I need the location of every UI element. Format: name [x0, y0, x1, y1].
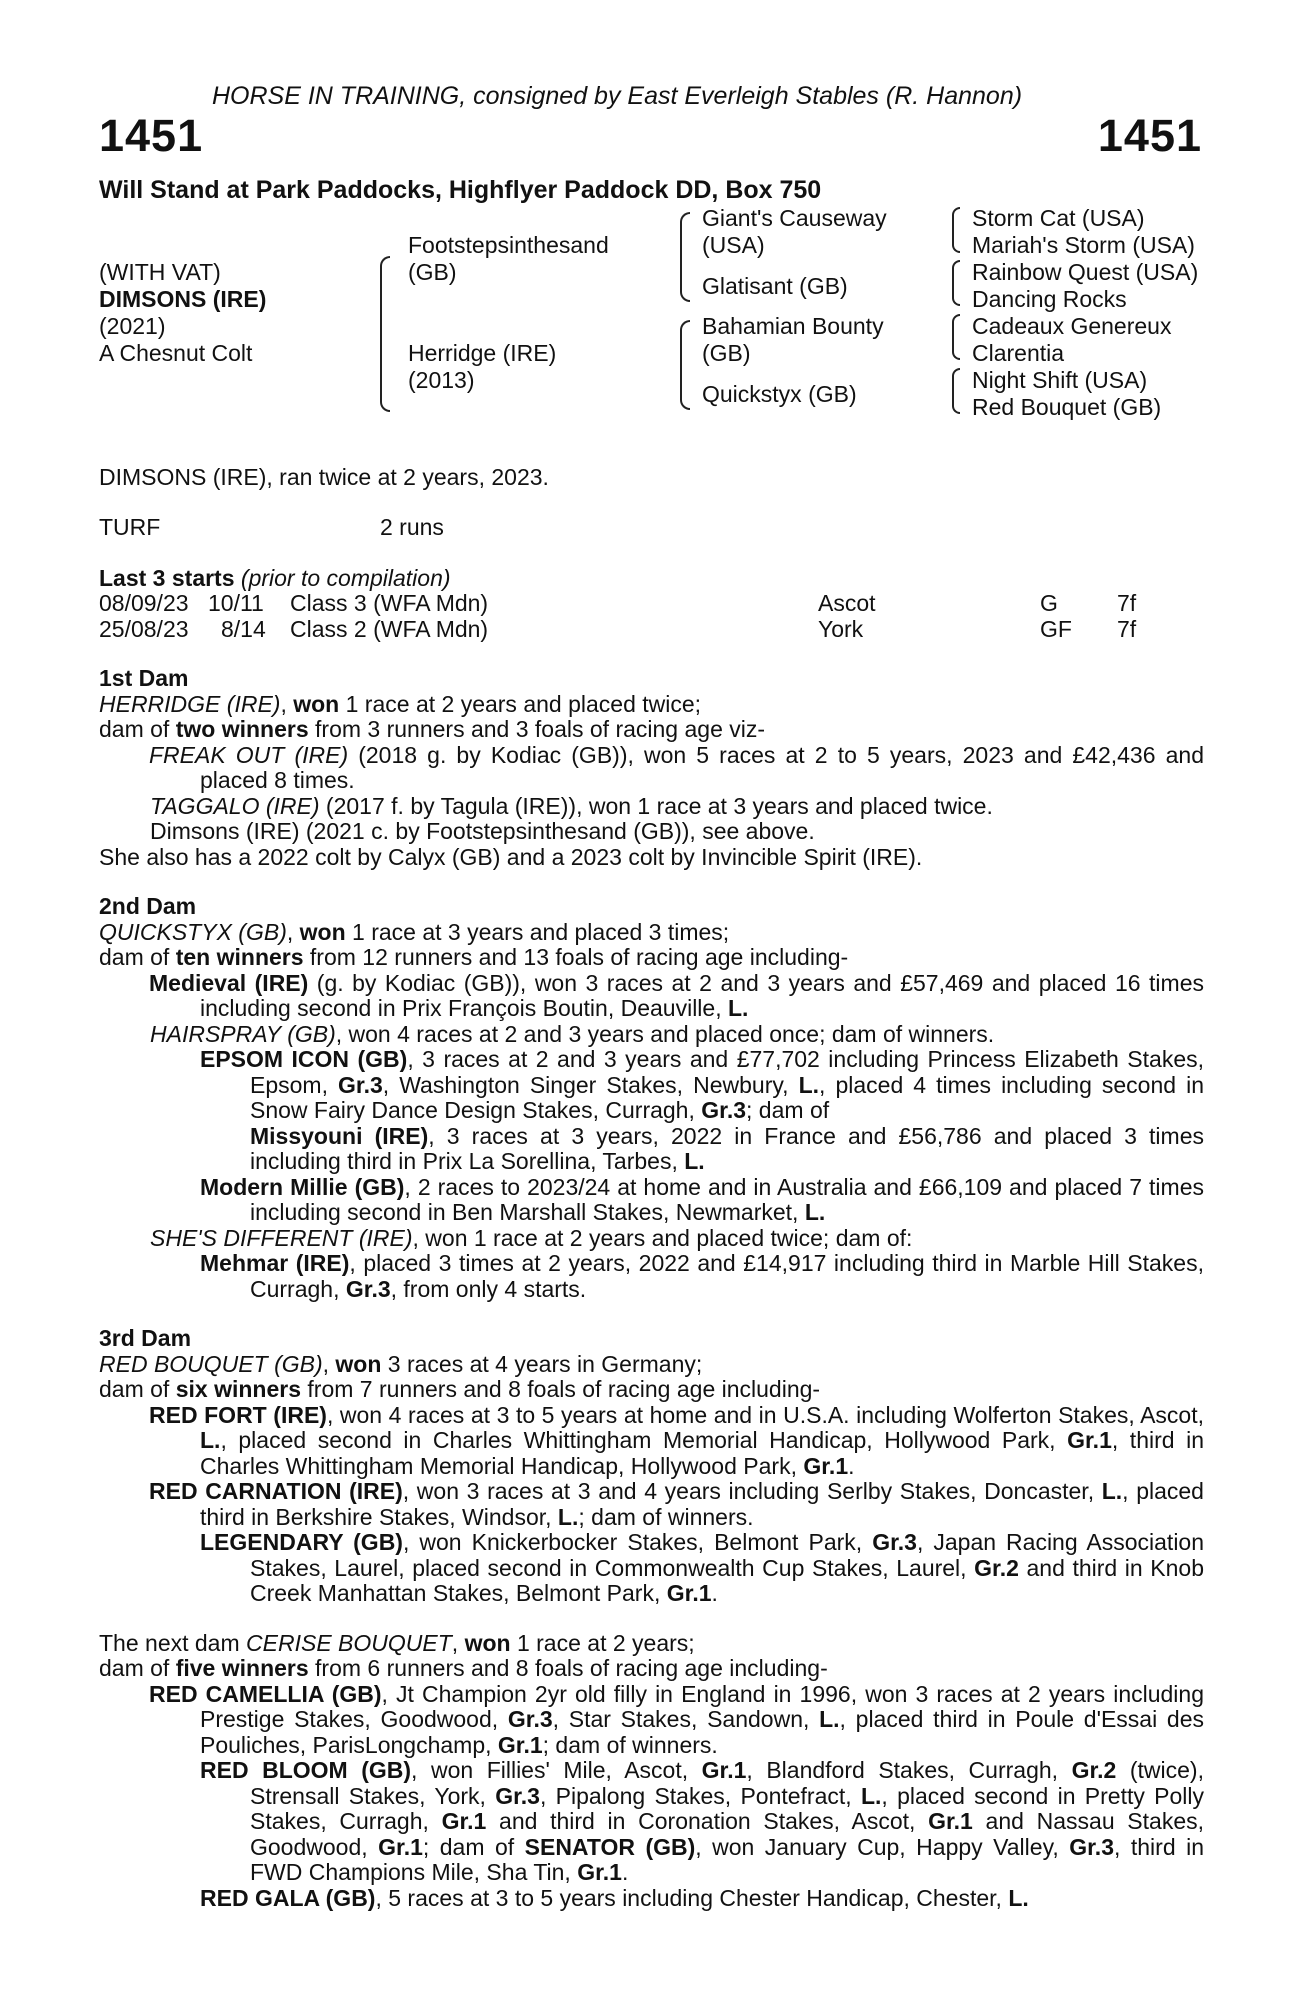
dam-sections: [99, 666, 1204, 1911]
text: from 3 runners and 3 foals of racing age viz-: [308, 716, 766, 742]
listed-mark: L.: [804, 1199, 826, 1225]
start-position: 10/11: [208, 590, 264, 616]
progeny-record: , won 4 races at 2 and 3 years and placed once; dam of winners.: [335, 1020, 995, 1047]
progeny-medieval: [99, 971, 1204, 1022]
text: dam of: [99, 1655, 176, 1681]
progeny-red-fort: RED FORT (IRE), won 4 races at 3 to 5 years at home and in U.S.A. including Wolferton Stakes, Ascot, L., placed second in Charles Whittingham Memorial Handicap, Hollywood Park, Gr.1, third in Charles Whittingham Memorial Handicap, Hollywood Park, Gr.1.: [149, 1401, 1204, 1479]
listed-mark: L.: [819, 1706, 840, 1732]
winners-count: two winners: [175, 716, 309, 742]
group-mark: Gr.2: [1071, 1757, 1117, 1783]
dam1-record: 1 race at 2 years and placed twice;: [339, 690, 702, 717]
won-label: won: [335, 1350, 382, 1377]
last-starts-note: (prior to compilation): [240, 565, 451, 591]
dam-sire-origin: (GB): [702, 340, 751, 366]
dam1-name: HERRIDGE (IRE): [99, 690, 281, 717]
vat-label: (WITH VAT): [99, 259, 221, 285]
progeny-modern-millie: [99, 1175, 1204, 1226]
next-dam-line: The next dam CERISE BOUQUET, won 1 race at 2 years;: [99, 1629, 695, 1656]
progeny-record: (2018 g. by Kodiac (GB)), won 5 races at 2 to 5 years, 2023 and £42,436 and placed 8 times.: [200, 741, 1205, 793]
group-mark: Gr.3: [507, 1706, 553, 1732]
progeny-name: RED CAMELLIA (GB): [149, 1680, 382, 1707]
progeny-name: SHE'S DIFFERENT (IRE): [150, 1224, 413, 1251]
text: dam of: [99, 1376, 176, 1402]
text: from 6 runners and 8 foals of racing age including-: [308, 1655, 828, 1681]
won-label: won: [299, 918, 346, 945]
winners-count: six winners: [175, 1376, 301, 1402]
dam1-line: HERRIDGE (IRE), won 1 race at 2 years and placed twice;: [99, 690, 702, 717]
sire-dam-sire: Rainbow Quest (USA): [972, 259, 1199, 285]
start-date: 25/08/23: [99, 616, 189, 642]
listed-mark: L.: [200, 1427, 221, 1453]
listed-mark: L.: [557, 1503, 579, 1530]
progeny-record: and Nassau Stakes, Goodwood,: [250, 1808, 1205, 1860]
progeny-record: , placed 4 times including second in Snow Fairy Dance Design Stakes, Curragh,: [250, 1071, 1204, 1123]
pedigree-brace-dd: [952, 368, 960, 414]
start-going: G: [1040, 590, 1058, 616]
progeny-record: , 2 races to 2023/24 at home and in Australia and £66,109 and placed 7 times including second in Ben Marshall Stakes, Newmarket,: [250, 1173, 1204, 1225]
progeny-record: , placed 3 times at 2 years, 2022 and £14,917 including third in Marble Hill Stakes, Curragh,: [250, 1250, 1204, 1302]
listed-mark: L.: [860, 1782, 882, 1809]
stand-location: Will Stand at Park Paddocks, Highflyer Paddock DD, Box 750: [99, 176, 822, 204]
next-dam-produce-line: [99, 1656, 1204, 1682]
progeny-record: , Star Stakes, Sandown,: [552, 1706, 820, 1732]
section-heading-3rd-dam: 3rd Dam: [99, 1325, 192, 1351]
sire-sire-sire: Storm Cat (USA): [972, 205, 1145, 231]
progeny-record: , 5 races at 3 to 5 years including Chester Handicap, Chester,: [375, 1884, 1009, 1911]
last-starts-title: Last 3 starts: [99, 565, 235, 591]
start-race: Class 3 (WFA Mdn): [290, 590, 489, 616]
pedigree-brace-main: [380, 256, 390, 412]
pedigree-brace-sire: [680, 212, 690, 302]
lot-number-left: 1451: [99, 110, 204, 161]
progeny-record: , Jt Champion 2yr old filly in England in 1996, won 3 races at 2 years including Prestige Stakes, Goodwood,: [200, 1680, 1204, 1732]
progeny-name: Missyouni (IRE): [250, 1122, 429, 1149]
group-mark: Gr.1: [1067, 1427, 1112, 1453]
dam-sire-name: Bahamian Bounty: [702, 313, 884, 339]
progeny-name: SENATOR (GB): [524, 1833, 696, 1860]
dam1-produce-line: [99, 717, 1204, 743]
text: dam of: [99, 944, 176, 970]
progeny-record: and third in Coronation Stakes, Ascot,: [486, 1808, 929, 1834]
section-heading-1st-dam: 1st Dam: [99, 665, 189, 691]
start-position: 8/14: [221, 616, 266, 642]
turf-runs: 2 runs: [380, 514, 444, 540]
group-mark: Gr.1: [701, 1757, 747, 1783]
progeny-name: RED GALA (GB): [200, 1884, 376, 1911]
race-summary: DIMSONS (IRE), ran twice at 2 years, 2023.: [99, 464, 549, 490]
sire-sire-dam: Mariah's Storm (USA): [972, 232, 1195, 258]
dam3-line: RED BOUQUET (GB), won 3 races at 4 years in Germany;: [99, 1350, 703, 1377]
listed-mark: L.: [1008, 1884, 1029, 1911]
start-course: Ascot: [818, 590, 876, 616]
progeny-name: Mehmar (IRE): [200, 1250, 350, 1276]
progeny-name: HAIRSPRAY (GB): [150, 1020, 336, 1047]
dam-dam-name: Quickstyx (GB): [702, 381, 857, 407]
progeny-record: , from only 4 starts.: [390, 1275, 587, 1302]
progeny-red-bloom: RED BLOOM (GB), won Fillies' Mile, Ascot, Gr.1, Blandford Stakes, Curragh, Gr.2 (twice), Strensall Stakes, York, Gr.3, Pipalong Stakes, Pontefract, L., placed second in Pretty Polly Stakes, Curragh, Gr.1 and third in Coronation Stakes, Ascot, Gr.1 and Nassau Stakes, Goodwood, Gr.1; dam of SENATOR (GB), won January Cup, Happy Valley, Gr.3, third in FWD Champions Mile, Sha Tin, Gr.1.: [200, 1757, 1205, 1885]
dam2-record: 1 race at 3 years and placed 3 times;: [345, 918, 730, 945]
progeny-name: FREAK OUT (IRE): [149, 741, 349, 768]
dam2-name: QUICKSTYX (GB): [99, 918, 287, 945]
progeny-dimsons: Dimsons (IRE) (2021 c. by Footstepsinthesand (GB)), see above.: [150, 818, 815, 844]
progeny-record: , won Knickerbocker Stakes, Belmont Park,: [402, 1529, 873, 1555]
progeny-record: , placed third in Poule d'Essai des Pouliches, ParisLongchamp,: [200, 1706, 1204, 1758]
dam3-name: RED BOUQUET (GB): [99, 1350, 323, 1377]
catalogue-header: HORSE IN TRAINING, consigned by East Everleigh Stables (R. Hannon): [212, 82, 1023, 110]
start-going: GF: [1040, 616, 1072, 642]
dam-sire-sire: Cadeaux Genereux: [972, 313, 1172, 339]
group-mark: Gr.3: [872, 1529, 917, 1555]
sire-dam-name: Glatisant (GB): [702, 273, 848, 299]
group-mark: Gr.3: [701, 1097, 747, 1123]
horse-description: A Chesnut Colt: [99, 340, 253, 366]
group-mark: Gr.1: [441, 1808, 487, 1834]
progeny-name: TAGGALO (IRE): [150, 792, 320, 819]
progeny-record: , Washington Singer Stakes, Newbury,: [382, 1071, 799, 1098]
progeny-record: , 3 races at 2 and 3 years and £77,702 including Princess Elizabeth Stakes, Epsom,: [250, 1046, 1204, 1098]
dam2-line: QUICKSTYX (GB), won 1 race at 3 years and placed 3 times;: [99, 918, 730, 945]
progeny-name: RED CARNATION (IRE): [149, 1478, 403, 1504]
listed-mark: L.: [728, 995, 749, 1021]
dam3-record: 3 races at 4 years in Germany;: [381, 1350, 703, 1377]
group-mark: Gr.2: [974, 1554, 1019, 1581]
dam2-produce-line: [99, 945, 1204, 971]
group-mark: Gr.1: [497, 1731, 543, 1758]
progeny-record: , placed second in Pretty Polly Stakes, Curragh,: [250, 1782, 1204, 1834]
progeny-record: (2017 f. by Tagula (IRE)), won 1 race at 3 years and placed twice.: [319, 792, 993, 819]
progeny-name: RED FORT (IRE): [149, 1401, 327, 1428]
progeny-record: , won 1 race at 2 years and placed twice; dam of:: [412, 1224, 913, 1251]
pedigree-brace-ss: [952, 207, 960, 253]
progeny-record: , won 3 races at 3 and 4 years including Serlby Stakes, Doncaster,: [402, 1478, 1102, 1504]
progeny-record: (g. by Kodiac (GB)), won 3 races at 2 and 3 years and £57,469 and placed 16 times including second in Prix François Boutin, Deauville,: [200, 969, 1204, 1021]
start-date: 08/09/23: [99, 590, 189, 616]
progeny-record: ; dam of: [422, 1833, 525, 1860]
winners-count: five winners: [175, 1655, 309, 1681]
progeny-mehmar: [99, 1251, 1204, 1302]
progeny-record: ; dam of winners.: [542, 1731, 718, 1758]
sire-name: Footstepsinthesand: [408, 232, 609, 258]
dam3-produce-line: [99, 1377, 1204, 1403]
next-dam-record: 1 race at 2 years;: [510, 1629, 695, 1656]
dam-name: Herridge (IRE): [408, 340, 557, 366]
group-mark: Gr.3: [345, 1275, 391, 1302]
last-starts-heading: [99, 566, 451, 591]
dam1-foals-note: She also has a 2022 colt by Calyx (GB) and a 2023 colt by Invincible Spirit (IRE).: [99, 843, 923, 870]
text: from 7 runners and 8 foals of racing age including-: [301, 1376, 821, 1402]
progeny-record: , 3 races at 3 years, 2022 in France and £56,786 and placed 3 times including third in Prix La Sorellina, Tarbes,: [250, 1122, 1204, 1174]
start-distance: 7f: [1117, 590, 1137, 616]
progeny-name: Medieval (IRE): [149, 969, 309, 996]
section-heading-2nd-dam: 2nd Dam: [99, 893, 197, 919]
sire-sire-origin: (USA): [702, 232, 765, 258]
group-mark: Gr.1: [378, 1833, 423, 1860]
horse-name: DIMSONS (IRE): [99, 286, 267, 312]
progeny-freak-out: [99, 743, 1204, 794]
progeny-record: , won 4 races at 3 to 5 years at home and in U.S.A. including Wolferton Stakes, Ascot,: [326, 1401, 1204, 1428]
group-mark: Gr.3: [338, 1071, 383, 1098]
listed-mark: L.: [798, 1071, 820, 1098]
group-mark: Gr.1: [577, 1859, 622, 1885]
next-dam-name: CERISE BOUQUET: [246, 1629, 452, 1656]
progeny-epsom-icon: [99, 1047, 1204, 1175]
pedigree-brace-ds: [952, 314, 960, 360]
dam-dam-dam: Red Bouquet (GB): [972, 394, 1162, 420]
progeny-record: (twice), Strensall Stakes, York,: [250, 1757, 1204, 1809]
sire-origin: (GB): [408, 259, 457, 285]
text: from 12 runners and 13 foals of racing age including-: [303, 944, 849, 970]
progeny-record: , placed third in Berkshire Stakes, Windsor,: [200, 1478, 1204, 1530]
start-distance: 7f: [1117, 616, 1137, 642]
start-race: Class 2 (WFA Mdn): [290, 616, 489, 642]
progeny-record: , won January Cup, Happy Valley,: [695, 1833, 1070, 1860]
progeny-taggalo: [99, 794, 1204, 820]
won-label: won: [293, 690, 340, 717]
group-mark: Gr.1: [666, 1580, 712, 1606]
progeny-record: , Japan Racing Association Stakes, Laurel, placed second in Commonwealth Cup Stakes, Laurel,: [250, 1529, 1205, 1581]
turf-label: TURF: [99, 514, 161, 540]
progeny-red-camellia: [99, 1682, 1204, 1759]
lot-number-right: 1451: [1097, 110, 1202, 161]
dam-year: (2013): [408, 367, 475, 393]
group-mark: Gr.3: [1069, 1833, 1114, 1860]
progeny-record: , Pipalong Stakes, Pontefract,: [539, 1782, 861, 1809]
progeny-record: ; dam of: [746, 1097, 830, 1123]
listed-mark: L.: [1101, 1478, 1123, 1504]
dam-dam-sire: Night Shift (USA): [972, 367, 1148, 393]
progeny-red-carnation: [99, 1479, 1204, 1530]
won-label: won: [464, 1629, 511, 1656]
progeny-record: , placed second in Charles Whittingham Memorial Handicap, Hollywood Park,: [220, 1427, 1068, 1453]
progeny-name: RED BLOOM (GB): [200, 1757, 412, 1783]
progeny-name: Modern Millie (GB): [200, 1173, 405, 1200]
progeny-record: , won Fillies' Mile, Ascot,: [411, 1757, 702, 1783]
sire-dam-dam: Dancing Rocks: [972, 286, 1127, 312]
progeny-record: , third in FWD Champions Mile, Sha Tin,: [250, 1833, 1204, 1885]
progeny-record: , third in Charles Whittingham Memorial Handicap, Hollywood Park,: [200, 1427, 1204, 1479]
text: The next dam: [99, 1629, 247, 1656]
progeny-hairspray: [99, 1022, 1204, 1048]
dam-sire-dam: Clarentia: [972, 340, 1065, 366]
listed-mark: L.: [684, 1148, 705, 1174]
progeny-name: EPSOM ICON (GB): [200, 1046, 408, 1072]
winners-count: ten winners: [175, 944, 304, 970]
progeny-red-gala: [99, 1886, 1204, 1912]
group-mark: Gr.1: [928, 1808, 973, 1834]
group-mark: Gr.1: [803, 1452, 849, 1479]
progeny-legendary: LEGENDARY (GB), won Knickerbocker Stakes, Belmont Park, Gr.3, Japan Racing Association Stakes, Laurel, placed second in Commonwealth Cup Stakes, Laurel, Gr.2 and third in Knob Creek Manhattan Stakes, Belmont Park, Gr.1.: [200, 1529, 1205, 1606]
pedigree-brace-dam: [680, 320, 690, 410]
pedigree-brace-sd: [952, 260, 960, 306]
progeny-name: LEGENDARY (GB): [200, 1529, 403, 1555]
progeny-record: ; dam of winners.: [578, 1503, 754, 1530]
progeny-record: and third in Knob Creek Manhattan Stakes, Belmont Park,: [250, 1554, 1204, 1606]
group-mark: Gr.3: [495, 1782, 540, 1809]
start-course: York: [818, 616, 864, 642]
sire-sire-name: Giant's Causeway: [702, 205, 887, 231]
progeny-record: , Blandford Stakes, Curragh,: [746, 1757, 1072, 1783]
text: dam of: [99, 716, 176, 742]
horse-year: (2021): [99, 313, 166, 339]
progeny-shes-different: [99, 1226, 1204, 1252]
